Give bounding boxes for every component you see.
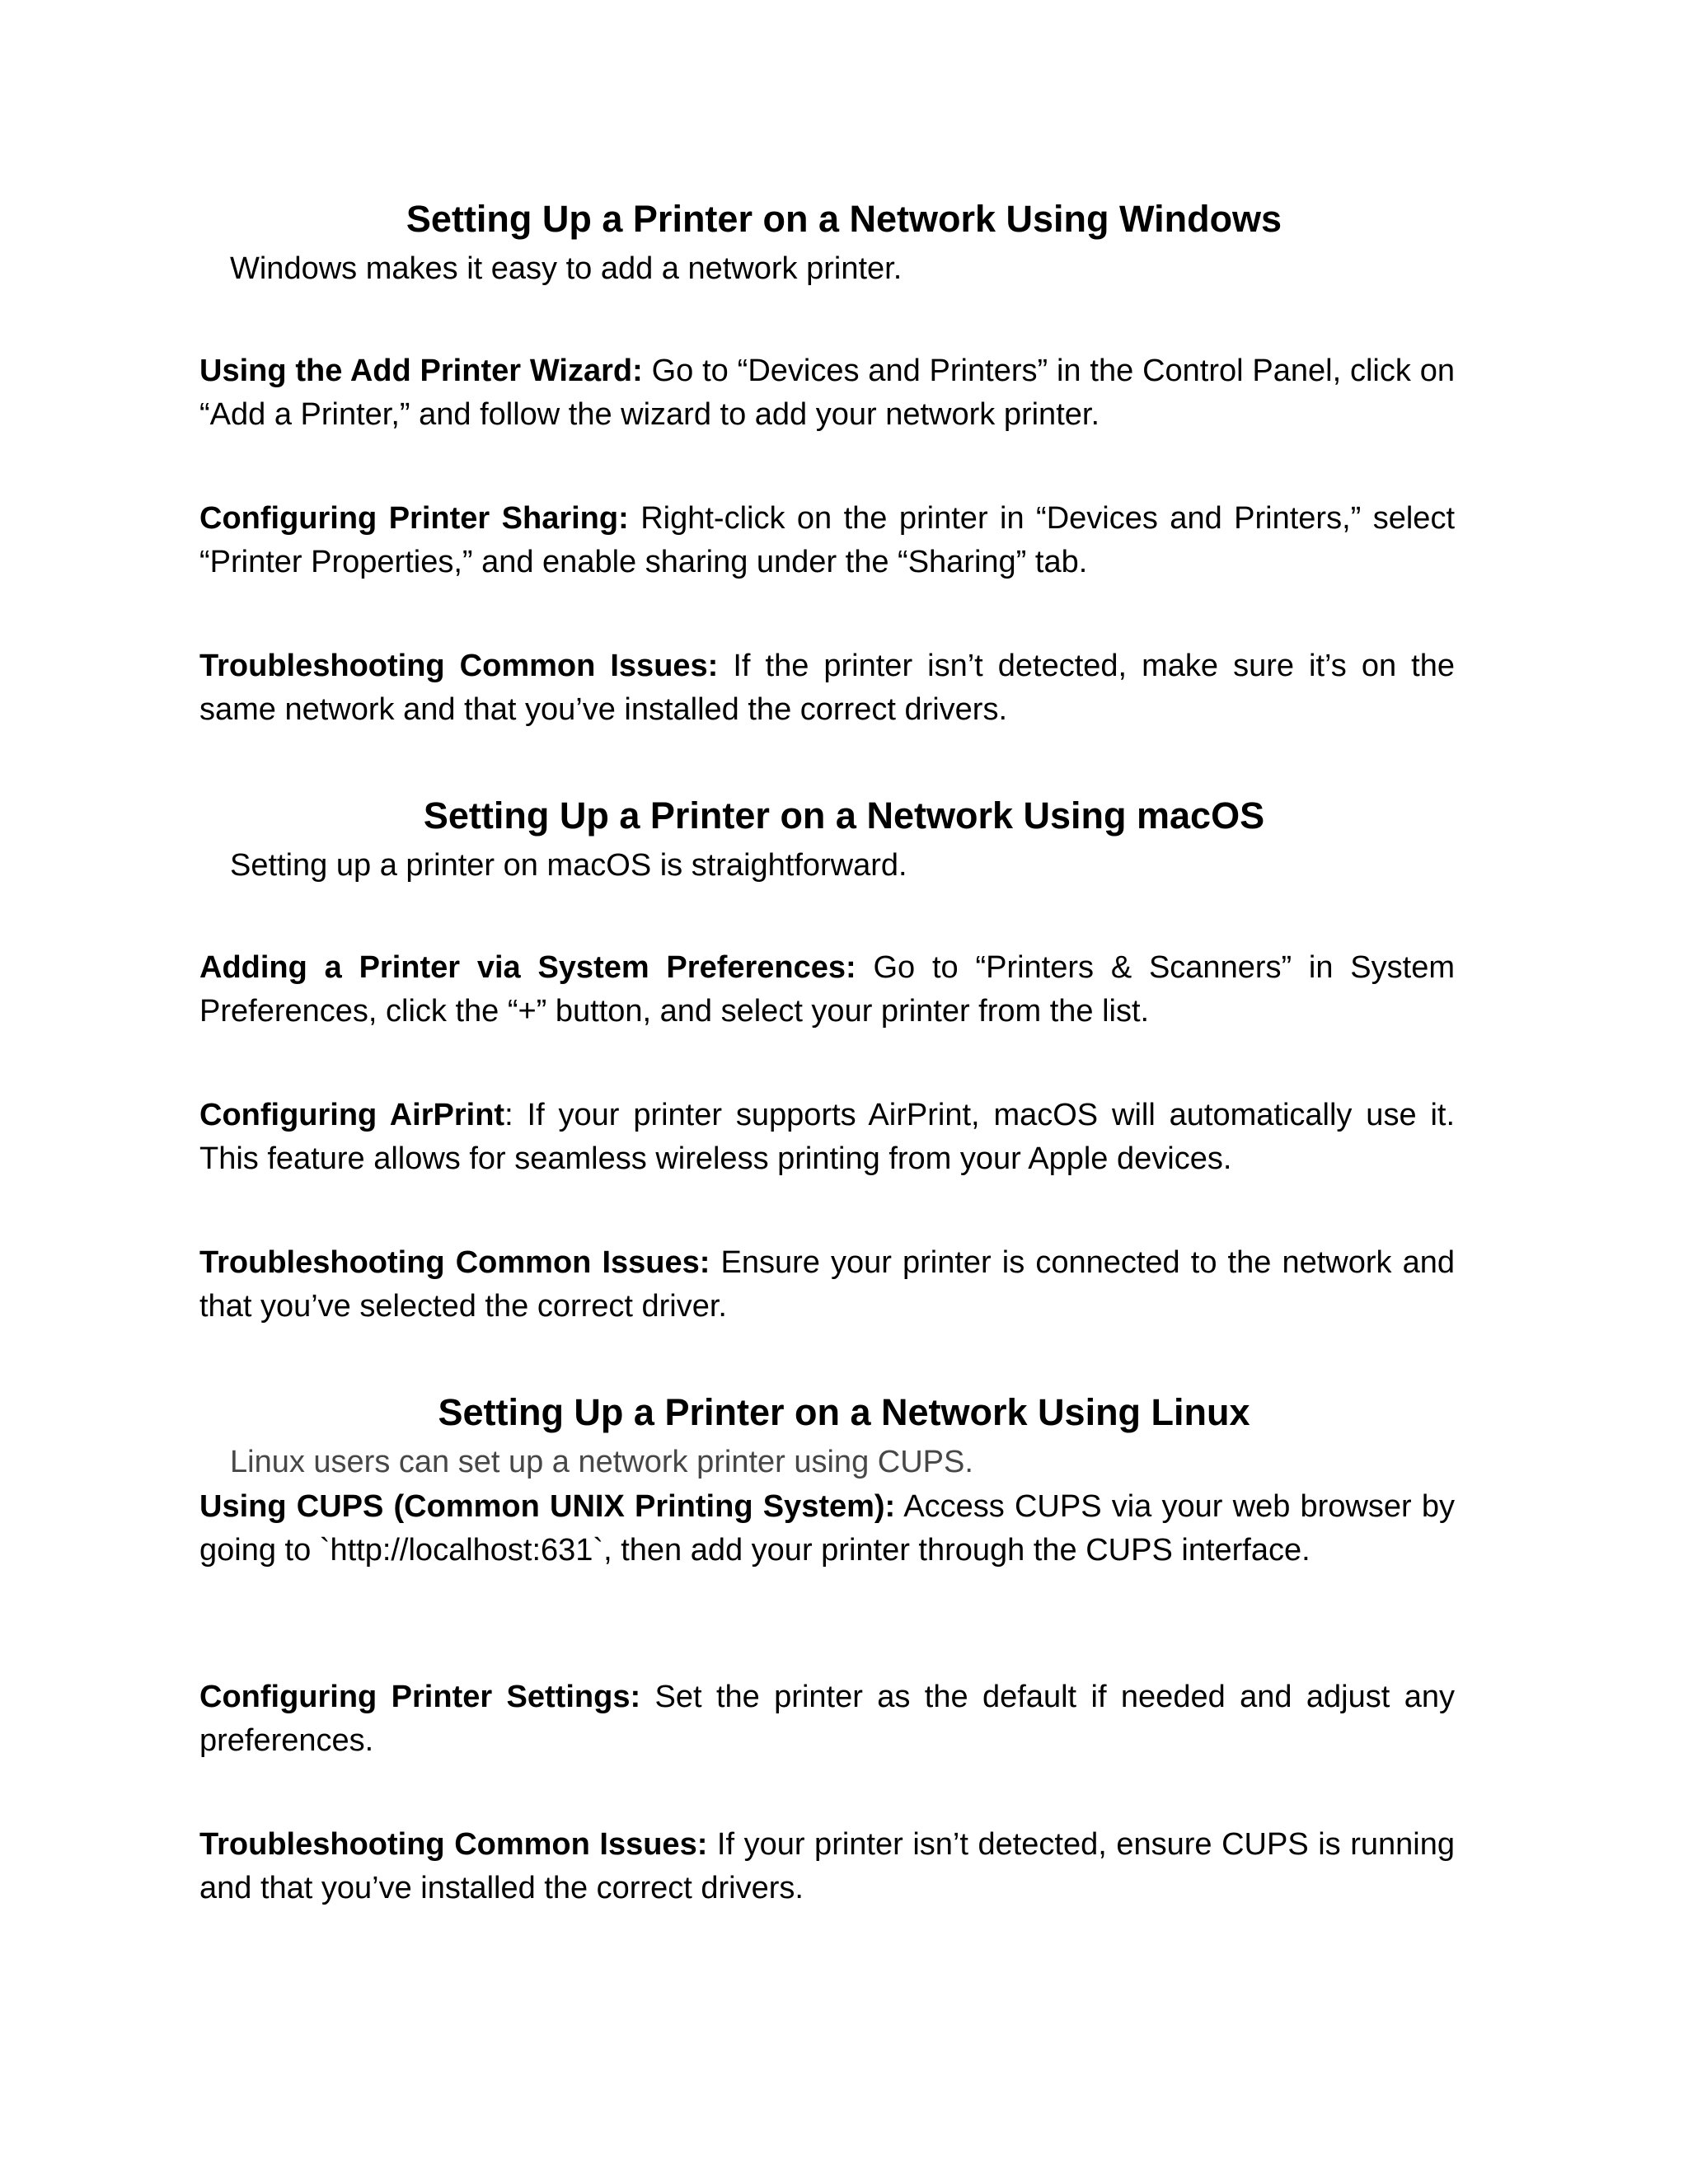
paragraph-text: Go to “Printers & Scanners” in System Preferences, click the “+” button, and select your printer from the list.	[199, 950, 1455, 1029]
paragraph-add-printer-wizard	[199, 349, 1455, 437]
section-heading-macos: Setting Up a Printer on a Network Using macOS	[423, 794, 1265, 837]
section-intro-macos: Setting up a printer on macOS is straightforward.	[230, 848, 907, 883]
paragraph-airprint	[199, 1094, 1455, 1181]
section-intro-windows: Windows makes it easy to add a network printer.	[230, 251, 903, 286]
paragraph-text: Right-click on the printer in “Devices and Printers,” select “Printer Properties,” and enable sharing under the “Sharing” tab.	[199, 501, 1455, 579]
paragraph-label: Configuring Printer Sharing:	[199, 501, 629, 536]
section-heading-linux: Setting Up a Printer on a Network Using Linux	[438, 1391, 1250, 1433]
paragraph-label: Configuring AirPrint	[199, 1098, 505, 1132]
paragraph-troubleshooting-linux	[199, 1823, 1455, 1910]
paragraph-text: If the printer isn’t detected, make sure it’s on the same network and that you’ve installed the correct drivers.	[199, 649, 1455, 727]
section-heading-windows: Setting Up a Printer on a Network Using Windows	[406, 198, 1282, 240]
paragraph-label: Troubleshooting Common Issues:	[199, 1245, 710, 1280]
paragraph-printer-sharing	[199, 497, 1455, 584]
paragraph-text: Go to “Devices and Printers” in the Control Panel, click on “Add a Printer,” and follow the wizard to add your network printer.	[199, 354, 1455, 432]
paragraph-label: Troubleshooting Common Issues:	[199, 649, 719, 683]
paragraph-system-preferences	[199, 946, 1455, 1033]
paragraph-label: Configuring Printer Settings:	[199, 1680, 641, 1714]
paragraph-cups	[199, 1485, 1455, 1572]
paragraph-troubleshooting-windows	[199, 644, 1455, 732]
paragraph-text: : If your printer supports AirPrint, macOS will automatically use it. This feature allows for seamless wireless printing from your Apple devices.	[199, 1098, 1456, 1176]
paragraph-label: Using CUPS (Common UNIX Printing System):	[199, 1489, 896, 1524]
paragraph-text: Access CUPS via your web browser by going to `http://localhost:631`, then add your printer through the CUPS interface.	[199, 1489, 1455, 1568]
paragraph-label: Adding a Printer via System Preferences:	[199, 950, 856, 985]
section-intro-linux: Linux users can set up a network printer using CUPS.	[230, 1445, 973, 1479]
paragraph-label: Troubleshooting Common Issues:	[199, 1827, 708, 1862]
paragraph-text: If your printer isn’t detected, ensure CUPS is running and that you’ve installed the correct drivers.	[199, 1827, 1455, 1905]
paragraph-text: Set the printer as the default if needed and adjust any preferences.	[199, 1680, 1455, 1758]
paragraph-printer-settings	[199, 1675, 1455, 1763]
paragraph-label: Using the Add Printer Wizard:	[199, 354, 643, 388]
paragraph-text: Ensure your printer is connected to the network and that you’ve selected the correct driver.	[199, 1245, 1455, 1324]
paragraph-troubleshooting-macos	[199, 1241, 1455, 1329]
